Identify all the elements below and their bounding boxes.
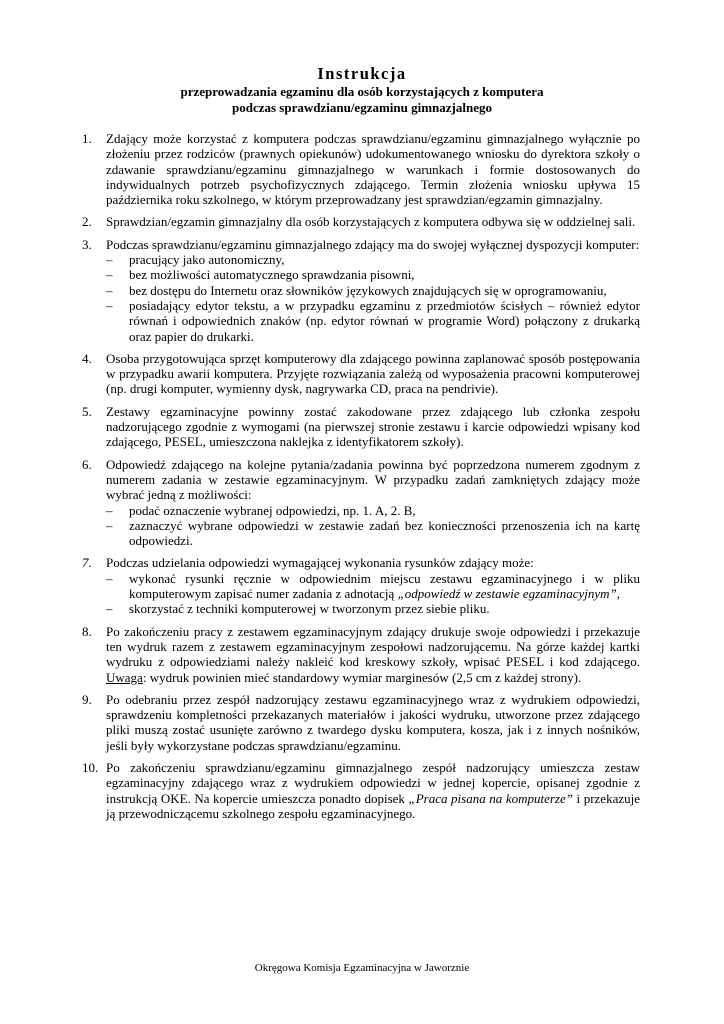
item-text-part: Po zakończeniu sprawdzianu/egzaminu gimnazjalnego zespół nadzorujący umieszcza zestaw egzaminacyjny zdającego wraz z wydrukiem odpowiedzi w jednej kopercie, opisanej zgodnie z instrukcją OKE. Na kopercie umieszcza ponadto dopisek [106, 759, 640, 806]
item-number: 3. [82, 236, 92, 252]
item-text: Osoba przygotowująca sprzęt komputerowy dla zdającego powinna zaplanować sposób postępowania w przypadku awarii komputera. Przyjęte rozwiązania zależą od wyposażenia pracowni komputerowej (np. drugi komputer, wymienny dysk, nagrywarka CD, praca na pendrivie). [106, 350, 640, 397]
item-text: Sprawdzian/egzamin gimnazjalny dla osób korzystających z komputera odbywa się w oddzielnej sali. [106, 214, 636, 230]
sub-item [106, 518, 640, 549]
instruction-item-2 [82, 214, 640, 229]
item-text [106, 624, 640, 685]
instruction-item-9 [82, 692, 640, 753]
envelope-label-quote: „Praca pisana na komputerze” [408, 790, 573, 806]
item-text: Zdający może korzystać z komputera podczas sprawdzianu/egzaminu gimnazjalnego wyłącznie po złożeniu przez rodziców (prawnych opiekunów) udokumentowanego wniosku do dyrektora szkoły o zdawanie sprawdzianu/egzaminu gimnazjalnego w warunkach i formie dostosowanych do indywidualnych potrzeb psychofizycznych zdającego. Termin złożenia wniosku upływa 15 października roku szkolnego, w którym przeprowadzany jest sprawdzian/egzamin gimnazjalny. [106, 131, 640, 208]
item-text: Podczas sprawdzianu/egzaminu gimnazjalnego zdający ma do swojej wyłącznej dyspozycji komputer: [106, 236, 640, 252]
document-header [0, 64, 724, 116]
item-text: Odpowiedź zdającego na kolejne pytania/zadania powinna być poprzedzona numerem zgodnym z numerem zadania w zestawie egzaminacyjnym. W przypadku zadań zamkniętych zdający może wybrać jedną z możliwości: [106, 456, 640, 503]
item-number: 1. [82, 131, 92, 146]
item-text: Po odebraniu przez zespół nadzorujący zestawu egzaminacyjnego wraz z wydrukiem odpowiedzi, sprawdzeniu kompletności przekazanych materiałów i jakości wydruku, utworzone przez zdającego pliki muszą zostać usunięte zarówno z twardego dysku komputera, kosza, jak i z innych nośników, jeśli były wykorzystane podczas sprawdzianu/egzaminu. [106, 691, 640, 753]
instruction-item-5 [82, 404, 640, 450]
annotation-quote: „odpowiedź w zestawie egzaminacyjnym”, [397, 586, 620, 602]
note-label: Uwaga [106, 669, 143, 685]
item-number: 7. [82, 555, 92, 571]
dash-bullet: – [106, 267, 113, 283]
item-text-part: i przekazuje ją przewodniczącemu szkolnego zespołu egzaminacyjnego. [106, 790, 640, 821]
instruction-item-4 [82, 351, 640, 397]
item-text: Podczas udzielania odpowiedzi wymagającej wykonania rysunków zdający może: [106, 555, 534, 571]
item-text-part: Po zakończeniu pracy z zestawem egzaminacyjnym zdający drukuje swoje odpowiedzi i przekazuje ten wydruk razem z zestawem egzaminacyjnym zespołowi nadzorującemu. Na górze każdej kartki wydruku z odpowiedziami należy nakleić kod kreskowy szkoły, wpisać PESEL i kod zdającego. [106, 623, 640, 670]
document-subtitle-line-2: podczas sprawdzianu/egzaminu gimnazjalnego [231, 100, 492, 115]
dash-bullet: – [106, 297, 113, 313]
dash-bullet: – [106, 252, 113, 268]
item-body [106, 457, 640, 549]
instruction-item-1 [82, 131, 640, 207]
sub-item [106, 503, 640, 518]
item-text [106, 760, 640, 821]
item-text-part: : wydruk powinien mieć standardowy wymiar marginesów (2,5 cm z każdej strony). [142, 669, 582, 685]
item-number: 4. [82, 350, 92, 366]
dash-bullet: – [106, 282, 113, 298]
sub-item-text-plain: wykonać rysunki ręcznie w odpowiednim miejscu zestawu egzaminacyjnego i w pliku komputerowym zapisać numer zadania z adnotacją [129, 570, 640, 602]
item-number: 10. [82, 759, 99, 775]
instruction-item-3 [82, 237, 640, 344]
item-number: 2. [82, 214, 92, 230]
sub-item [106, 252, 640, 267]
sub-item-text: bez dostępu do Internetu oraz słowników językowych znajdujących się w oprogramowaniu, [129, 282, 607, 298]
item-body [106, 237, 640, 344]
sub-item [106, 283, 640, 298]
dash-bullet: – [106, 601, 113, 617]
instruction-item-6 [82, 457, 640, 549]
instruction-item-7 [82, 555, 640, 616]
sub-item-text: zaznaczyć wybrane odpowiedzi w zestawie zadań bez konieczności przenoszenia ich na kartę odpowiedzi. [129, 517, 640, 549]
sub-item-text: posiadający edytor tekstu, a w przypadku egzaminu z przedmiotów ścisłych – również edytor równań i odpowiednich znaków (np. edytor równań w programie Word) połączony z drukarką oraz papier do drukarki. [129, 297, 640, 344]
sub-item-text: pracujący jako autonomiczny, [129, 252, 285, 268]
dash-bullet: – [106, 570, 113, 586]
item-body [106, 555, 640, 616]
instruction-item-10 [82, 760, 640, 821]
sub-item-text: podać oznaczenie wybranej odpowiedzi, np. 1. A, 2. B, [129, 502, 416, 518]
sub-item-text: bez możliwości automatycznego sprawdzania pisowni, [129, 267, 415, 283]
item-number: 9. [82, 691, 92, 707]
item-number: 5. [82, 403, 92, 419]
sub-item [106, 267, 640, 282]
sub-item [106, 298, 640, 344]
sub-item-text [129, 571, 640, 602]
document-title: Instrukcja [317, 64, 407, 83]
item-number: 8. [82, 623, 92, 639]
instruction-item-8 [82, 624, 640, 685]
item-text: Zestawy egzaminacyjne powinny zostać zakodowane przez zdającego lub członka zespołu nadzorującego zgodnie z wymogami (na pierwszej stronie zestawu i karcie odpowiedzi wpisany kod zdającego, PESEL, umieszczona naklejka z identyfikatorem szkoły). [106, 403, 640, 450]
sub-item-text: skorzystać z techniki komputerowej w tworzonym przez siebie pliku. [129, 601, 490, 617]
document-subtitle-line-1: przeprowadzania egzaminu dla osób korzystających z komputera [180, 84, 544, 99]
dash-bullet: – [106, 517, 113, 533]
item-number: 6. [82, 456, 92, 472]
dash-bullet: – [106, 502, 113, 518]
document-footer: Okręgowa Komisja Egzaminacyjna w Jaworznie [254, 962, 470, 974]
sub-item [106, 571, 640, 602]
instruction-list [82, 131, 640, 828]
sub-item [106, 601, 640, 616]
